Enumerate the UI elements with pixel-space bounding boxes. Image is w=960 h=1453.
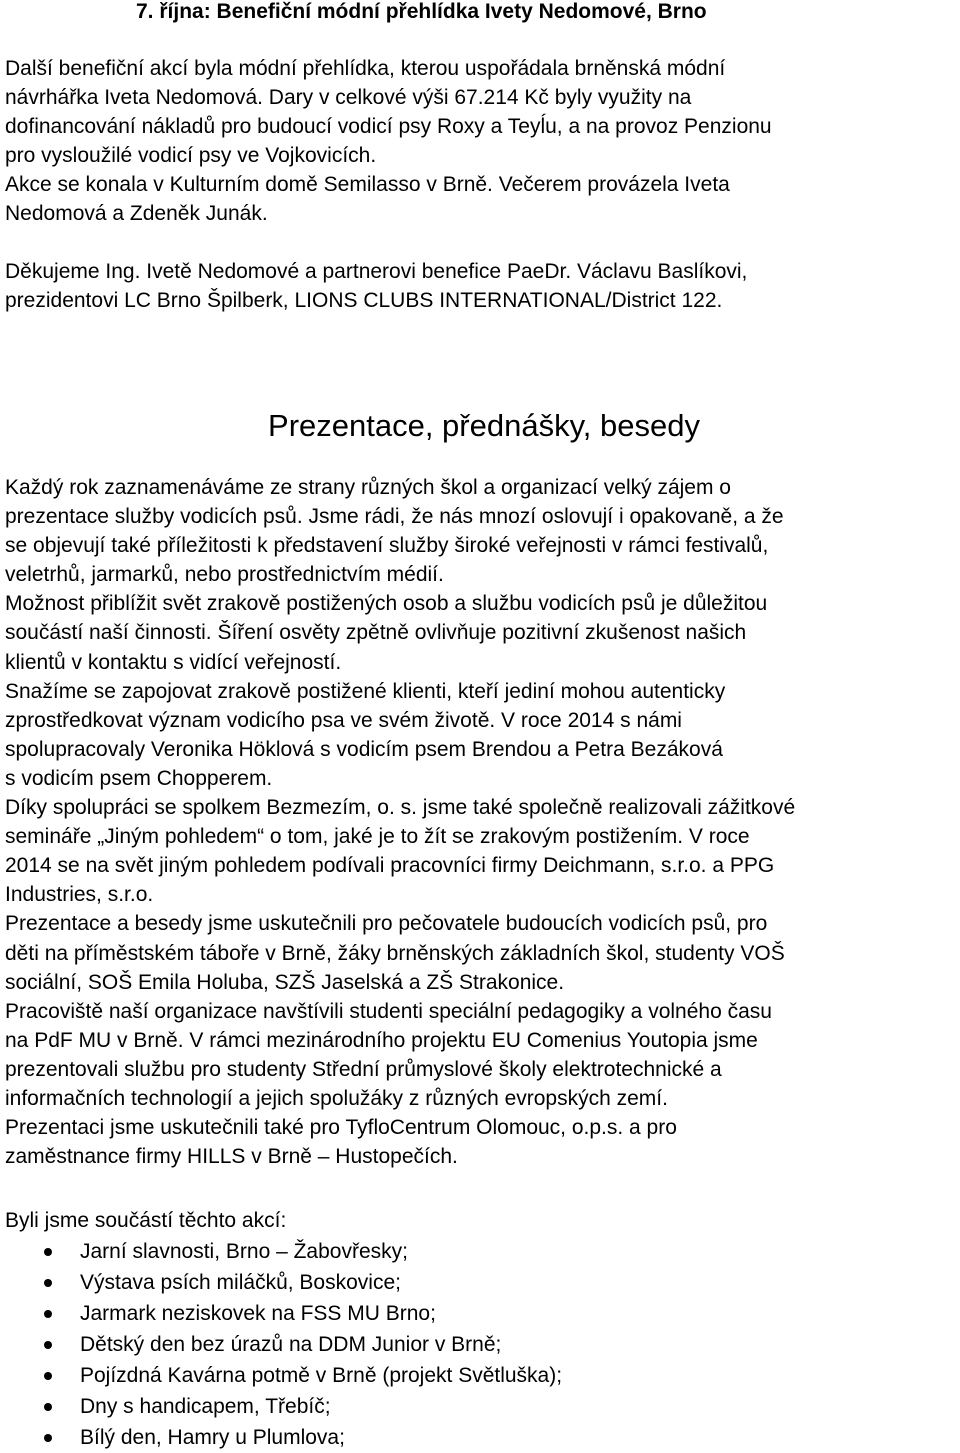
bullet-icon bbox=[44, 1310, 52, 1318]
list-item bbox=[0, 1236, 960, 1267]
paragraph-text: Akce se konala v Kulturním domě Semilasso v Brně. Večerem provázela Iveta Nedomová a Zdeněk Junák. bbox=[5, 173, 730, 226]
events-list bbox=[0, 1236, 960, 1453]
list-item bbox=[0, 1267, 960, 1298]
list-item bbox=[0, 1329, 960, 1360]
section-paragraph-3: Snažíme se zapojovat zrakově postižené klienti, kteří jediní mohou autenticky zprostředkovat význam vodicího psa ve svém životě. V roce 2014 s námi spolupracovaly Veronika Höklová s vodicím psem Brendou a Petra Bezáková s vodicím psem Chopperem. bbox=[5, 679, 726, 790]
event-heading: 7. října: Benefiční módní přehlídka Ivety Nedomové, Brno bbox=[136, 0, 707, 23]
bullet-icon bbox=[44, 1248, 52, 1256]
section-paragraph-7: Prezentaci jsme uskutečnili také pro TyfloCentrum Olomouc, o.p.s. a pro zaměstnance firmy HILLS v Brně – Hustopečích. bbox=[5, 1116, 677, 1169]
events-intro-block bbox=[5, 1206, 960, 1235]
list-item-label: Dětský den bez úrazů na DDM Junior v Brně; bbox=[80, 1333, 502, 1356]
list-item-label: Jarmark neziskovek na FSS MU Brno; bbox=[80, 1302, 436, 1325]
paragraph-text: Další benefiční akcí byla módní přehlídka, kterou uspořádala brněnská módní návrhářka Iveta Nedomová. Dary v celkové výši 67.214 Kč byly využity na dofinancování nákladů pro budoucí vodicí psy Roxy a Teyĺu, a na provoz Penzionu pro vysloužilé vodicí psy ve Vojkovicích. bbox=[5, 57, 772, 168]
event-paragraph-2 bbox=[5, 170, 960, 228]
list-item bbox=[0, 1298, 960, 1329]
section-title: Prezentace, přednášky, besedy bbox=[268, 408, 700, 443]
section-paragraph-5: Prezentace a besedy jsme uskutečnili pro pečovatele budoucích vodicích psů, pro děti na příměstském táboře v Brně, žáky brněnských základních škol, studenty VOŠ sociální, SOŠ Emila Holuba, SZŠ Jaselská a ZŠ Strakonice. bbox=[5, 912, 785, 994]
list-item bbox=[0, 1422, 960, 1453]
list-item-label: Pojízdná Kavárna potmě v Brně (projekt Světluška); bbox=[80, 1364, 563, 1387]
bullet-icon bbox=[44, 1341, 52, 1349]
bullet-icon bbox=[44, 1372, 52, 1380]
list-item-label: Výstava psích miláčků, Boskovice; bbox=[80, 1271, 401, 1294]
section-paragraph-2: Možnost přiblížit svět zrakově postižených osob a službu vodicích psů je důležitou součástí naší činnosti. Šíření osvěty zpětně ovlivňuje pozitivní zkušenost našich klientů v kontaktu s vidící veřejností. bbox=[5, 592, 768, 674]
bullet-icon bbox=[44, 1279, 52, 1287]
list-item bbox=[0, 1391, 960, 1422]
list-item bbox=[0, 1360, 960, 1391]
bullet-icon bbox=[44, 1434, 52, 1442]
list-item-label: Dny s handicapem, Třebíč; bbox=[80, 1395, 331, 1418]
list-item-label: Bílý den, Hamry u Plumlova; bbox=[80, 1426, 345, 1449]
section-body bbox=[5, 473, 960, 1171]
section-paragraph-1: Každý rok zaznamenáváme ze strany různých škol a organizací velký zájem o prezentace služby vodicích psů. Jsme rádi, že nás mnozí oslovují i opakovaně, a že se objevují také příležitosti k představení služby široké veřejnosti v rámci festivalů, veletrhů, jarmarků, nebo prostřednictvím médií. bbox=[5, 476, 784, 587]
section-paragraph-6: Pracoviště naší organizace navštívili studenti speciální pedagogiky a volného času na PdF MU v Brně. V rámci mezinárodního projektu EU Comenius Youtopia jsme prezentovali službu pro studenty Střední průmyslové školy elektrotechnické a informačních technologií a jejich spolužáky z různých evropských zemí. bbox=[5, 999, 772, 1110]
paragraph-text: Děkujeme Ing. Ivetě Nedomové a partnerovi benefice PaeDr. Václavu Baslíkovi, prezidentovi LC Brno Špilberk, LIONS CLUBS INTERNATIONAL/District 122. bbox=[5, 260, 748, 313]
bullet-icon bbox=[44, 1403, 52, 1411]
event-paragraph-3 bbox=[5, 257, 960, 315]
section-paragraph-4: Díky spolupráci se spolkem Bezmezím, o. s. jsme také společně realizovali zážitkové semináře „Jiným pohledem“ o tom, jaké je to žít se zrakovým postižením. V roce 2014 se na svět jiným pohledem podívali pracovníci firmy Deichmann, s.r.o. a PPG Industries, s.r.o. bbox=[5, 796, 796, 907]
event-paragraph-1 bbox=[5, 54, 960, 170]
events-intro: Byli jsme součástí těchto akcí: bbox=[5, 1209, 287, 1232]
list-item-label: Jarní slavnosti, Brno – Žabovřesky; bbox=[80, 1240, 408, 1263]
